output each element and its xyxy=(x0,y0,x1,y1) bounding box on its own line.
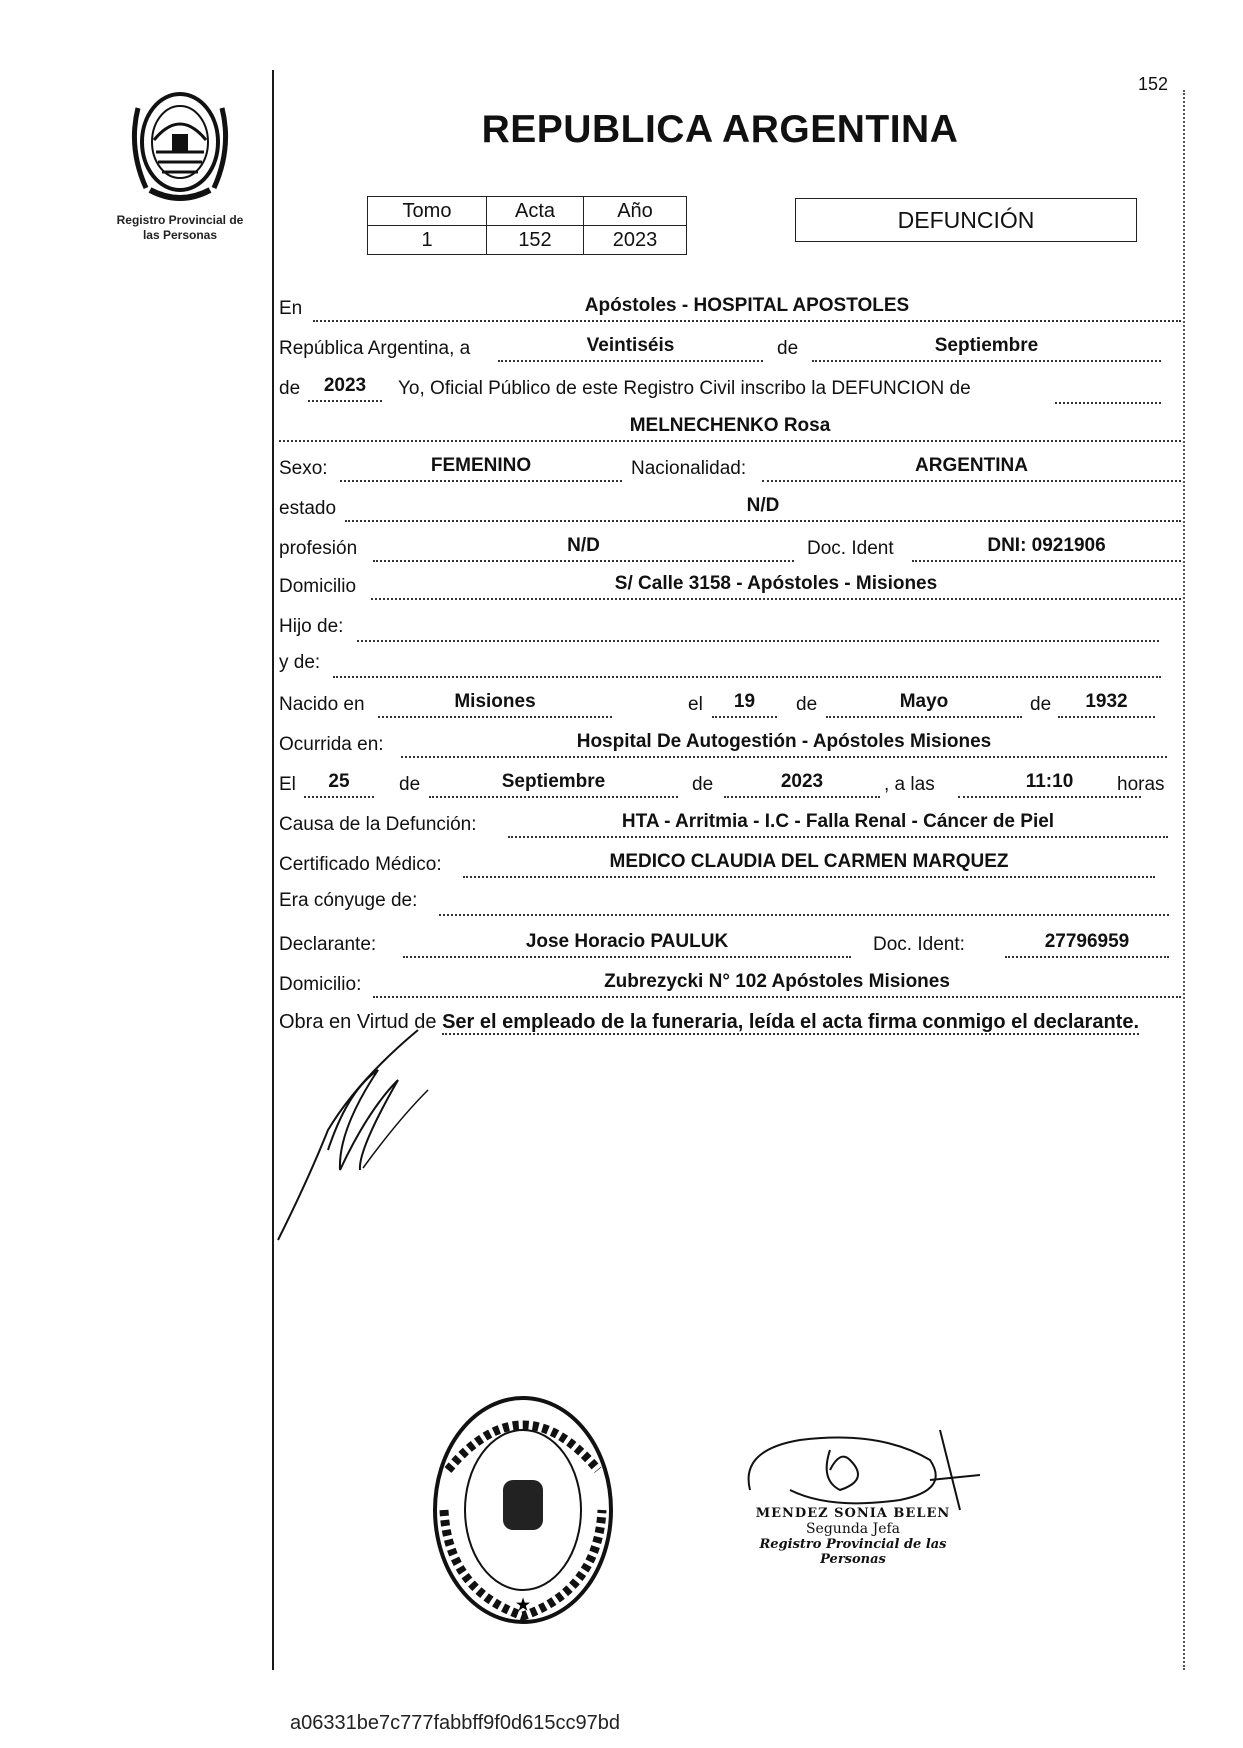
line-conyuge: Era cónyuge de: xyxy=(279,884,1181,916)
nacido-anio: 1932 xyxy=(1058,688,1155,718)
registration-year: 2023 xyxy=(308,372,382,402)
acta-value: 152 xyxy=(487,226,584,255)
ocurrida-value: Hospital De Autogestión - Apóstoles Misiones xyxy=(401,728,1167,758)
doc-ident-value: DNI: 0921906 xyxy=(912,532,1181,562)
day-words: Veintiséis xyxy=(498,332,763,362)
left-margin-rule xyxy=(272,70,274,1670)
page-number: 152 xyxy=(1138,74,1169,94)
muerte-hora: 11:10 xyxy=(958,768,1141,798)
right-margin-rule xyxy=(1183,90,1185,1670)
official-caption xyxy=(728,1506,978,1567)
line-domicilio-declarante: Domicilio: Zubrezycki N° 102 Apóstoles Misiones xyxy=(279,968,1181,1000)
declarant-signature-icon xyxy=(268,1020,488,1250)
delegation-stamp-icon xyxy=(428,1390,618,1630)
muerte-anio: 2023 xyxy=(724,768,880,798)
anio-value: 2023 xyxy=(584,226,687,255)
official-role: Segunda Jefa xyxy=(805,1521,901,1537)
causa-value: HTA - Arritmia - I.C - Falla Renal - Cáncer de Piel xyxy=(508,808,1168,838)
obra-en-virtud: Obra en Virtud de Ser el empleado de la funeraria, leída el acta firma conmigo el declarante. xyxy=(279,1011,1140,1033)
line-declarante: Declarante: Jose Horacio PAULUK Doc. Ident: 27796959 xyxy=(279,928,1181,960)
record-reference-table xyxy=(367,196,687,255)
deceased-name: MELNECHENKO Rosa xyxy=(279,412,1181,442)
anio-header: Año xyxy=(584,197,687,226)
line-causa: Causa de la Defunción: HTA - Arritmia - I.C - Falla Renal - Cáncer de Piel xyxy=(279,808,1181,840)
conyuge-value xyxy=(439,886,1169,916)
sexo-value: FEMENINO xyxy=(340,452,622,482)
nacido-mes: Mayo xyxy=(826,688,1022,718)
document-hash: a06331be7c777fabbff9f0d615cc97bd xyxy=(290,1712,620,1734)
line-fecha-hora: El 25 de Septiembre de 2023 , a las 11:10 horas xyxy=(279,768,1181,800)
line-ocurrida: Ocurrida en: Hospital De Autogestión - Apóstoles Misiones xyxy=(279,728,1181,760)
muerte-dia: 25 xyxy=(304,768,374,798)
estado-value: N/D xyxy=(345,492,1181,522)
obra-value: Ser el empleado de la funeraria, leída el acta firma conmigo el declarante. xyxy=(442,1011,1140,1033)
line-hijo: Hijo de: xyxy=(279,610,1181,642)
tomo-value: 1 xyxy=(368,226,487,255)
hijo-value xyxy=(357,612,1159,642)
line-y-de: y de: xyxy=(279,646,1181,678)
tomo-header: Tomo xyxy=(368,197,487,226)
misiones-crest-logo xyxy=(120,78,240,210)
line-profesion: profesión N/D Doc. Ident DNI: 0921906 xyxy=(279,532,1181,564)
nacido-lugar: Misiones xyxy=(378,688,612,718)
certificado-value: MEDICO CLAUDIA DEL CARMEN MARQUEZ xyxy=(463,848,1155,878)
line-estado: estado N/D xyxy=(279,492,1181,524)
line-name xyxy=(279,412,1181,444)
nacionalidad-value: ARGENTINA xyxy=(762,452,1181,482)
place-value: Apóstoles - HOSPITAL APOSTOLES xyxy=(313,292,1181,322)
document-type-box: DEFUNCIÓN xyxy=(795,198,1137,242)
document-title: REPUBLICA ARGENTINA xyxy=(481,108,959,151)
domicilio-value: S/ Calle 3158 - Apóstoles - Misiones xyxy=(371,570,1181,600)
domicilio-declarante-value: Zubrezycki N° 102 Apóstoles Misiones xyxy=(373,968,1181,998)
line-sexo: Sexo: FEMENINO Nacionalidad: ARGENTINA xyxy=(279,452,1181,484)
y-de-value xyxy=(333,648,1161,678)
registry-caption: Registro Provincial de las Personas xyxy=(116,213,244,242)
nacido-dia: 19 xyxy=(712,688,777,718)
muerte-mes: Septiembre xyxy=(429,768,678,798)
line-date: República Argentina, a Veintiséis de Septiembre xyxy=(279,332,1181,364)
line-inscribo: de 2023 Yo, Oficial Público de este Registro Civil inscribo la DEFUNCION de xyxy=(279,372,1181,404)
line-certificado: Certificado Médico: MEDICO CLAUDIA DEL CARMEN MARQUEZ xyxy=(279,848,1181,880)
month-words: Septiembre xyxy=(812,332,1161,362)
profesion-value: N/D xyxy=(373,532,794,562)
acta-header: Acta xyxy=(487,197,584,226)
line-nacido: Nacido en Misiones el 19 de Mayo de 1932 xyxy=(279,688,1181,720)
svg-text:★: ★ xyxy=(515,1597,531,1614)
declarante-value: Jose Horacio PAULUK xyxy=(403,928,851,958)
inscribo-blank xyxy=(1055,374,1161,404)
declarante-doc-value: 27796959 xyxy=(1005,928,1169,958)
line-en: En Apóstoles - HOSPITAL APOSTOLES xyxy=(279,292,1181,324)
official-signature-icon xyxy=(730,1420,990,1520)
line-domicilio: Domicilio S/ Calle 3158 - Apóstoles - Misiones xyxy=(279,570,1181,602)
official-name: MENDEZ SONIA BELEN xyxy=(755,1506,951,1521)
official-org: Registro Provincial de las Personas xyxy=(759,1537,947,1567)
